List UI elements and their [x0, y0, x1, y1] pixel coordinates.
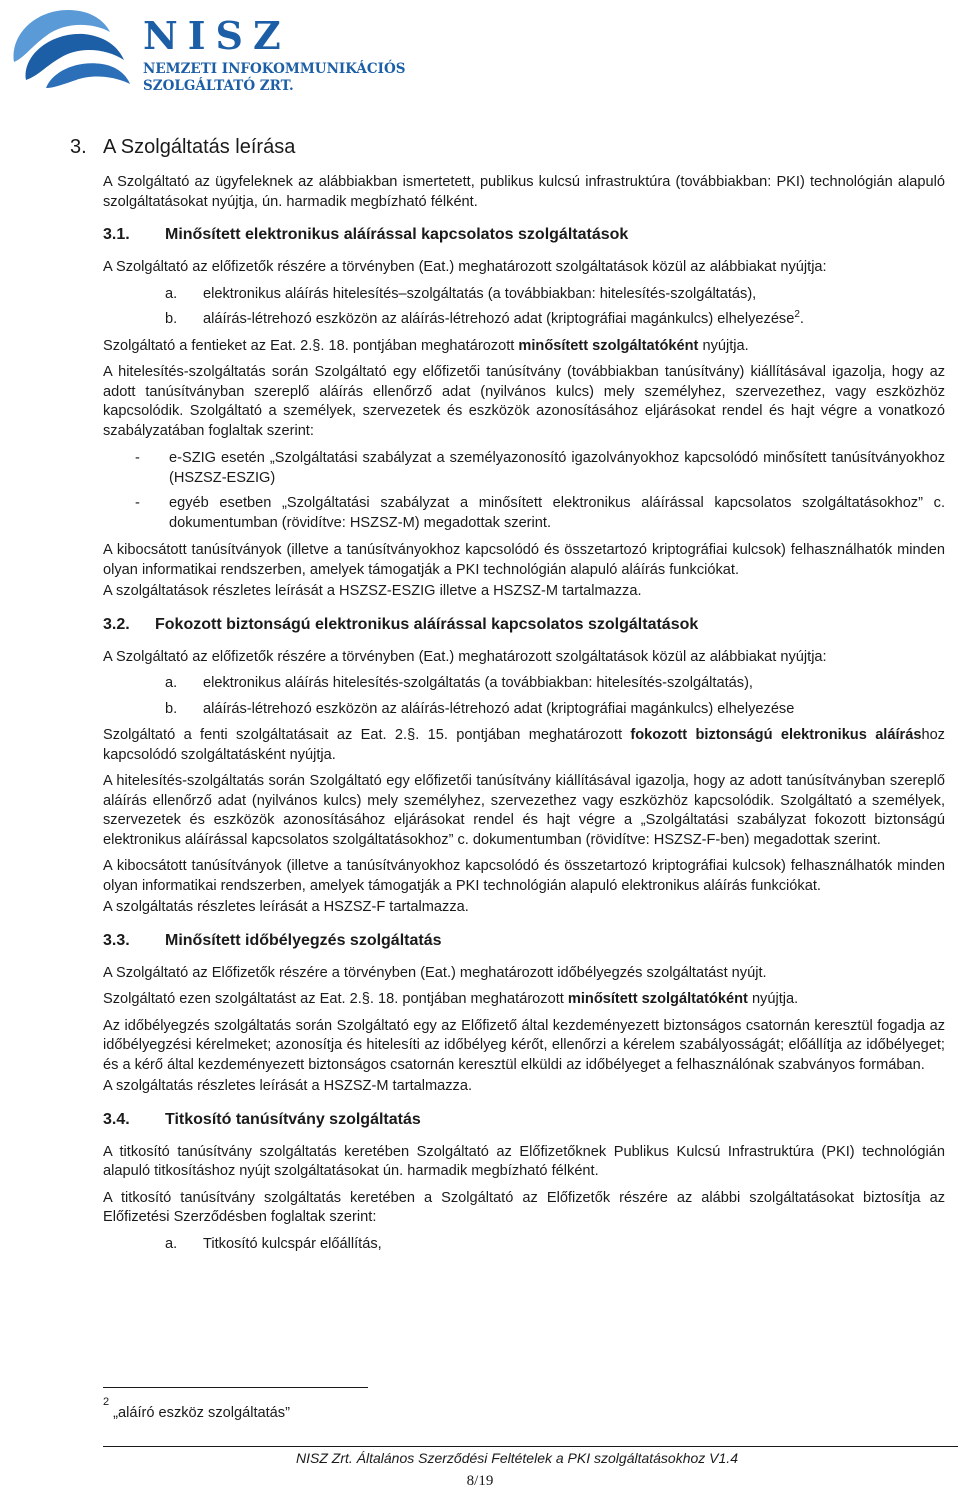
- footer-text: NISZ Zrt. Általános Szerződési Feltételek a PKI szolgáltatásokhoz V1.4: [296, 1450, 738, 1466]
- logo-subtitle-line2: SZOLGÁLTATÓ ZRT.: [143, 78, 294, 94]
- subsection-title: Minősített elektronikus aláírással kapcsolatos szolgáltatások: [165, 226, 629, 243]
- text-run: Szolgáltató a fentieket az Eat. 2.§. 18. pontjában meghatározott: [103, 337, 519, 354]
- section-heading: [70, 134, 945, 160]
- logo-title: NISZ: [143, 13, 291, 58]
- section-intro: A Szolgáltató az ügyfeleknek az alábbiakban ismertetett, publikus kulcsú infrastruktúra (továbbiakban: PKI) technológián alapuló szolgáltatásokat nyújtja, ún. harmadik megbízható félként.: [103, 174, 945, 210]
- text-run: hoz kapcsolódó szolgáltatásként nyújtja.: [103, 727, 945, 763]
- list-item: [135, 449, 945, 488]
- paragraph: A szolgáltatás részletes leírását a HSZSZ-F tartalmazza.: [103, 899, 469, 915]
- list-item-text: elektronikus aláírás hitelesítés–szolgáltatás (a továbbiakban: hitelesítés-szolgáltatás),: [203, 285, 757, 302]
- section-number: 3.: [70, 136, 87, 158]
- subsection-heading-3-3: [103, 930, 945, 952]
- footer-divider: [103, 1446, 958, 1447]
- list-item: [165, 700, 945, 720]
- footnote-number: 2: [103, 1396, 110, 1409]
- document-body: [70, 134, 945, 1261]
- footnote-ref: 2: [794, 309, 800, 321]
- text-run: Szolgáltató a fenti szolgáltatásait az Eat. 2.§. 15. pontjában meghatározott: [103, 727, 631, 743]
- bold-text: fokozott biztonságú elektronikus aláírás: [630, 727, 922, 743]
- footnote-divider: [103, 1387, 368, 1388]
- list-item-text: e-SZIG esetén „Szolgáltatási szabályzat a személyazonosító igazolványokhoz kapcsolódó minősített tanúsítványokhoz (HSZSZ-ESZIG): [169, 450, 945, 486]
- paragraph: [103, 990, 945, 1010]
- list-item-text: aláírás-létrehozó eszközön az aláírás-létrehozó adat (kriptográfiai magánkulcs) elhelyezése: [203, 700, 795, 717]
- paragraph: A Szolgáltató az előfizetők részére a törvényben (Eat.) meghatározott szolgáltatások közül az alábbiakat nyújtja:: [103, 648, 827, 665]
- section-title: A Szolgáltatás leírása: [103, 136, 296, 158]
- nisz-logo: [6, 4, 406, 96]
- subsection-number: 3.4.: [103, 1110, 130, 1128]
- list-marker: -: [135, 450, 140, 466]
- subsection-title: Titkosító tanúsítvány szolgáltatás: [165, 1110, 421, 1128]
- footnote-text: „aláíró eszköz szolgáltatás”: [113, 1405, 290, 1421]
- list-marker: b.: [165, 311, 178, 327]
- list-marker: a.: [165, 1235, 178, 1252]
- paragraph: A titkosító tanúsítvány szolgáltatás keretében a Szolgáltató az Előfizetők részére az alábbi szolgáltatásokat biztosítja az Előfizetési Szerződésben foglaltak szerint:: [103, 1189, 945, 1225]
- list-item: [165, 674, 945, 694]
- subsection-title: Fokozott biztonságú elektronikus aláírással kapcsolatos szolgáltatások: [155, 615, 699, 633]
- list-item-text: aláírás-létrehozó eszközön az aláírás-létrehozó adat (kriptográfiai magánkulcs) elhelyezése: [203, 311, 795, 327]
- service-list: [165, 285, 945, 330]
- paragraph: A Szolgáltató az előfizetők részére a törvényben (Eat.) meghatározott szolgáltatások közül az alábbiakat nyújtja:: [103, 259, 827, 275]
- paragraph: A szolgáltatás részletes leírását a HSZSZ-M tartalmazza.: [103, 1078, 473, 1094]
- list-marker: a.: [165, 285, 178, 302]
- list-item-tail: .: [799, 311, 804, 327]
- list-item-text: Titkosító kulcspár előállítás,: [203, 1235, 382, 1252]
- list-item: [135, 494, 945, 533]
- bold-text: minősített szolgáltatóként: [567, 991, 748, 1007]
- subsection-heading-3-2: [103, 614, 945, 636]
- paragraph: A titkosító tanúsítvány szolgáltatás keretében Szolgáltató az Előfizetőknek Publikus Kulcsú Infrastruktúra (PKI) technológián alapuló titkosításhoz nyújt szolgáltatásokat ún. harmadik megbízható félként.: [103, 1143, 945, 1179]
- list-item-text: egyéb esetben „Szolgáltatási szabályzat a minősített elektronikus aláírással kapcsolatos szolgáltatásokhoz” c. dokumentumban (rövidítve: HSZSZ-M) megadottak szerint.: [169, 495, 945, 531]
- page-number: 8/19: [466, 1473, 494, 1489]
- list-item: [165, 310, 945, 330]
- subsection-number: 3.2.: [103, 615, 130, 633]
- logo-subtitle-line1: NEMZETI INFOKOMMUNIKÁCIÓS: [143, 61, 406, 77]
- paragraph: Az időbélyegzés szolgáltatás során Szolgáltató egy az Előfizető által kezdeményezett biztonságos csatornán keresztül fogadja az időbélyegzési kérelmeket; azonosítja és hitelesíti az időbélyeg kérőt, ellenőrzi a kérelem szabályosságát; előállítja az időbélyeget; és a kérő által kezdeményezett biztonságos csatornán keresztül elküldi az időbélyeget a felhasználónak szabványos formában.: [103, 1017, 945, 1073]
- paragraph: A Szolgáltató az Előfizetők részére a törvényben (Eat.) meghatározott időbélyegzés szolgáltatást nyújt.: [103, 964, 767, 981]
- subsection-heading-3-4: [103, 1109, 945, 1131]
- footnote: [103, 1396, 290, 1423]
- nisz-logo-mark-icon: [6, 4, 136, 90]
- paragraph: [103, 337, 945, 357]
- paragraph: A hitelesítés-szolgáltatás során Szolgáltató egy előfizetői tanúsítvány kiállításával igazolja, hogy az adott tanúsítványban szereplő aláírás ellenőrző adat (nyilvános kulcs) mely személyhez, szervezethez vagy eszközhöz kapcsolódik. Szolgáltató a személyek, szervezetek és eszközök azonosításához eljárásokat rendel és hajt végre a „Szolgáltatási szabályzat fokozott biztonságú elektronikus aláírással kapcsolatos szolgáltatásokhoz” c. dokumentumban (rövidítve: HSZSZ-F-ben) megadottak szerint.: [103, 773, 945, 848]
- subsection-heading-3-1: [103, 224, 945, 246]
- bold-text: minősített szolgáltatóként: [518, 337, 699, 354]
- subsection-number: 3.3.: [103, 931, 130, 949]
- text-run: nyújtja.: [747, 991, 799, 1007]
- paragraph: [103, 726, 945, 765]
- list-marker: a.: [165, 675, 178, 691]
- list-item: [165, 1235, 945, 1255]
- service-list: [165, 1235, 945, 1255]
- list-item-text: elektronikus aláírás hitelesítés-szolgáltatás (a továbbiakban: hitelesítés-szolgáltatás),: [203, 675, 753, 691]
- service-list: [165, 674, 945, 719]
- list-marker: -: [135, 495, 140, 511]
- paragraph: A szolgáltatások részletes leírását a HSZSZ-ESZIG illetve a HSZSZ-M tartalmazza.: [103, 583, 642, 599]
- subsection-number: 3.1.: [103, 226, 130, 243]
- policy-list: [135, 449, 945, 533]
- paragraph: A kibocsátott tanúsítványok (illetve a tanúsítványokhoz kapcsolódó és összetartozó kriptográfiai kulcsok) felhasználhatók minden olyan informatikai rendszerben, amelyek támogatják a PKI technológián alapuló elektronikus aláírás funkciókat.: [103, 858, 945, 894]
- subsection-title: Minősített időbélyegzés szolgáltatás: [165, 931, 442, 949]
- text-run: nyújtja.: [698, 337, 749, 354]
- list-item: [165, 285, 945, 305]
- text-run: Szolgáltató ezen szolgáltatást az Eat. 2.§. 18. pontjában meghatározott: [103, 991, 568, 1007]
- list-marker: b.: [165, 700, 178, 717]
- paragraph: A hitelesítés-szolgáltatás során Szolgáltató egy előfizetői tanúsítvány (továbbiakban tanúsítvány) kiállításával igazolja, hogy az adott tanúsítványban szereplő aláírás ellenőrző adat (nyilvános kulcs) mely személyhez, szervezethez, vagy eszközhöz kapcsolódik. Szolgáltató a személyek, szervezetek és eszközök azonosításához eljárásokat rendel és hajt végre a vonatkozó szabályzatában foglaltak szerint:: [103, 364, 945, 439]
- paragraph: A kibocsátott tanúsítványok (illetve a tanúsítványokhoz kapcsolódó és összetartozó kriptográfiai kulcsok) felhasználhatók minden olyan informatikai rendszerben, amelyek támogatják a PKI technológián alapuló aláírás funkciókat.: [103, 542, 945, 578]
